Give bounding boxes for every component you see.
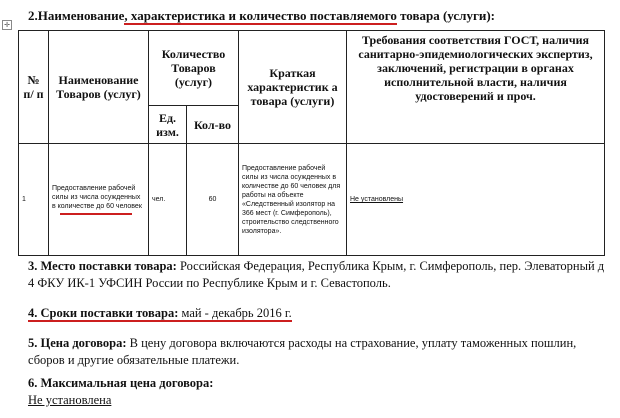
section-6-text: Не установлена [28, 393, 112, 407]
heading-before: Наименование [37, 8, 125, 23]
section-5 [28, 335, 613, 369]
heading-number: 2. [28, 8, 38, 23]
row-count: 60 [187, 144, 239, 256]
header-unit: Ед. изм. [149, 106, 187, 144]
section-4 [28, 305, 613, 322]
header-name: Наименование Товаров (услуг) [49, 31, 149, 144]
row-req-cell [347, 144, 605, 256]
section-5-label: 5. Цена договора: [28, 336, 127, 350]
header-qty: Количество Товаров (услуг) [149, 31, 239, 106]
heading-after: товара (услуги): [396, 8, 496, 23]
section-5-text: В цену договора включаются расходы на страхование, уплату таможенных пошлин, сборов и другие обязательные платежи. [28, 336, 577, 367]
table-row [19, 144, 605, 256]
section-6-label: 6. Максимальная цена договора: [28, 376, 214, 390]
header-num: № п/ п [19, 31, 49, 144]
header-count: Кол-во [187, 106, 239, 144]
heading-underlined: , характеристика и количество поставляемого [124, 8, 397, 23]
row-num: 1 [19, 144, 49, 256]
section-4-label: 4. Сроки поставки товара: [28, 306, 179, 320]
section-4-text: май - декабрь 2016 г. [178, 306, 292, 320]
table-move-handle-icon[interactable]: ✛ [2, 20, 12, 30]
section-3-text: Российская Федерация, Республика Крым, г. Симферополь, пер. Элеваторный д 4 ФКУ ИК-1 УФСИН России по Республике Крым и г. Севастополь. [28, 259, 605, 290]
section-3 [28, 258, 613, 292]
section-6 [28, 375, 613, 409]
header-req: Требования соответствия ГОСТ, наличия санитарно-эпидемиологических экспертиз, заключений, регистрации в органах исполнительной власти, наличия удостоверений и проч. [347, 31, 605, 144]
row-unit: чел. [149, 144, 187, 256]
header-desc: Краткая характеристик а товара (услуги) [239, 31, 347, 144]
row-desc: Предоставление рабочей силы из числа осужденных в количестве до 60 человек для работы на объекте «Следственный изолятор на 366 мест (г. Симферополь), строительство следственного изолятора». [239, 144, 347, 256]
highlight-underline [60, 213, 132, 215]
section-3-label: 3. Место поставки товара: [28, 259, 177, 273]
row-name: Предоставление рабочей силы из числа осужденных в количестве до 60 человек [52, 185, 142, 210]
row-name-cell [49, 144, 149, 256]
goods-table [18, 30, 605, 256]
row-req: Не установлены [350, 196, 404, 203]
section-2-heading [28, 8, 613, 24]
